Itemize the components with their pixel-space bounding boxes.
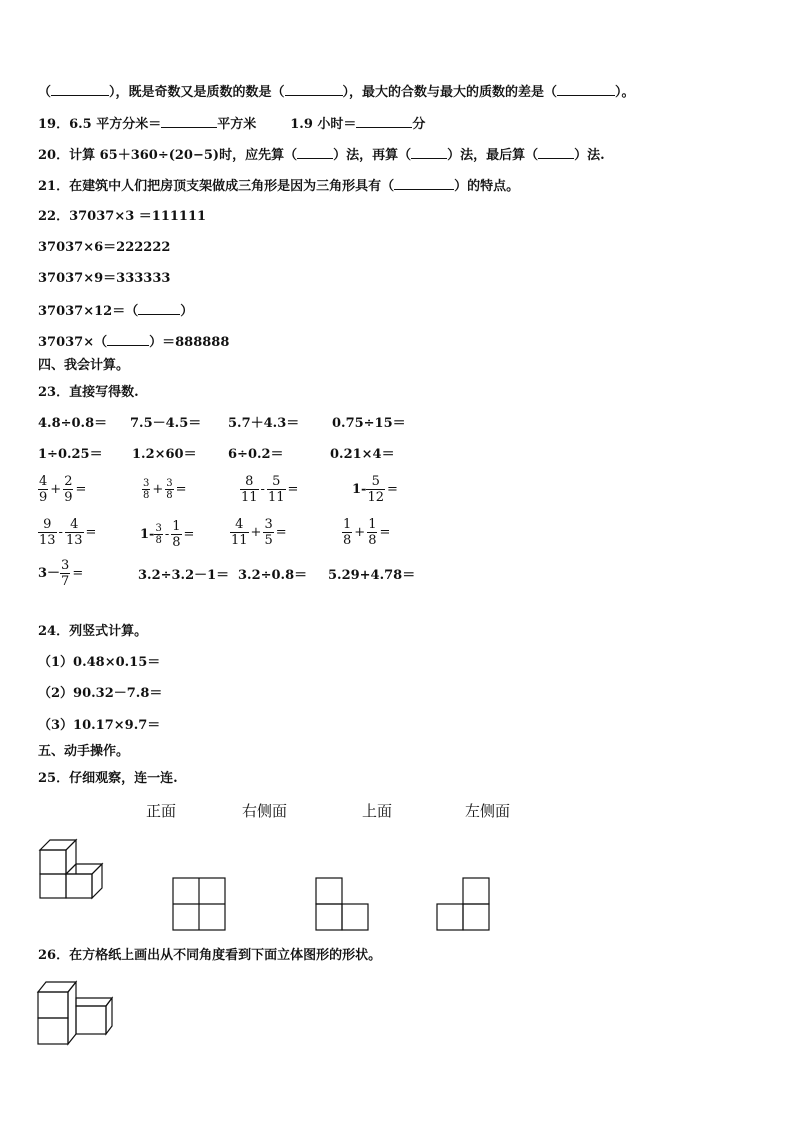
answer-blank[interactable] [107, 333, 149, 346]
q23-row4-item: 3.2÷3.2－1＝ [138, 568, 230, 583]
fraction-expr: $\frac{1}{8}$ + $\frac{1}{8}$ = [343, 517, 391, 548]
fraction: $\frac{3}{8}$ [155, 523, 162, 546]
view-label-right: 右侧面 [242, 802, 288, 820]
view-shape-l-left[interactable] [315, 877, 373, 933]
section-4-heading: 四、我会计算。 [38, 358, 130, 373]
fraction-expr: $\frac{3}{8}$ + $\frac{3}{8}$ = [143, 478, 187, 501]
q23-row1-item: 4.8÷0.8＝ [38, 416, 108, 431]
q23-row4-item: 3.2÷0.8＝ [238, 568, 308, 583]
q23-row1-item: 5.7＋4.3＝ [228, 416, 300, 431]
fraction: $\frac{1}{8}$ [343, 517, 352, 548]
q24-item: （1）0.48×0.15＝ [38, 655, 161, 670]
answer-blank[interactable] [161, 115, 217, 128]
answer-blank[interactable] [297, 146, 333, 159]
fraction: $\frac{2}{9}$ [64, 474, 73, 505]
fraction: $\frac{3}{8}$ [143, 478, 150, 501]
view-label-top: 上面 [362, 802, 393, 820]
q24-item: （2）90.32－7.8＝ [38, 686, 163, 701]
q26-title: 26．在方格纸上画出从不同角度看到下面立体图形的形状。 [38, 948, 382, 963]
q23-title: 23．直接写得数. [38, 385, 139, 400]
answer-blank[interactable] [285, 83, 343, 96]
fraction: $\frac{4}{13}$ [65, 517, 83, 548]
view-shape-l-right[interactable] [436, 877, 494, 933]
q21-line: 21．在建筑中人们把房顶支架做成三角形是因为三角形具有（ ）的特点。 [38, 179, 520, 194]
view-label-front: 正面 [146, 802, 177, 820]
answer-blank[interactable] [356, 115, 412, 128]
fraction-expr: 3－ $\frac{3}{7}$ = [38, 558, 84, 589]
view-shape-grid-2x2[interactable] [172, 877, 228, 933]
view-label-left: 左侧面 [465, 802, 511, 820]
fraction-expr: $\frac{4}{9}$ + $\frac{2}{9}$ = [39, 474, 87, 505]
fraction: $\frac{1}{8}$ [172, 519, 181, 550]
fraction-expr: $\frac{4}{11}$ + $\frac{3}{5}$ = [231, 517, 287, 548]
fraction-expr: $\frac{8}{11}$ - $\frac{5}{11}$ = [241, 474, 299, 505]
q19-line: 19．6.5 平方分米＝ 平方米 1.9 小时＝ 分 [38, 117, 426, 132]
q18-line: （ ），既是奇数又是质数的数是（ ），最大的合数与最大的质数的差是（ ）。 [38, 85, 635, 100]
q20-line: 20．计算 65＋360÷(20−5)时，应先算（ ）法，再算（ ）法，最后算（ ）法. [38, 148, 605, 163]
q23-row2-item: 6÷0.2＝ [228, 447, 284, 462]
fraction: $\frac{4}{11}$ [231, 517, 248, 548]
q26-solid-figure [36, 978, 118, 1048]
fraction: $\frac{8}{11}$ [241, 474, 258, 505]
fraction: $\frac{3}{5}$ [264, 517, 273, 548]
answer-blank[interactable] [51, 83, 109, 96]
fraction: $\frac{3}{7}$ [61, 558, 70, 589]
fraction: $\frac{9}{13}$ [39, 517, 56, 548]
q24-item: （3）10.17×9.7＝ [38, 718, 161, 733]
fraction: $\frac{3}{8}$ [166, 478, 173, 501]
q23-row1-item: 0.75÷15＝ [332, 416, 406, 431]
q22-line-5: 37037×（ ）＝888888 [38, 335, 230, 350]
answer-blank[interactable] [538, 146, 574, 159]
q23-row2-item: 1.2×60＝ [132, 447, 197, 462]
fraction-expr: $\frac{9}{13}$ - $\frac{4}{13}$ = [39, 517, 97, 548]
answer-blank[interactable] [394, 177, 454, 190]
answer-blank[interactable] [411, 146, 447, 159]
fraction: $\frac{1}{8}$ [368, 517, 377, 548]
section-5-heading: 五、动手操作。 [38, 744, 130, 759]
fraction-expr: 1- $\frac{5}{12}$ = [352, 474, 398, 505]
fraction: $\frac{5}{11}$ [267, 474, 285, 505]
answer-blank[interactable] [138, 302, 180, 315]
q22-line-1: 22．37037×3 ＝111111 [38, 209, 207, 224]
q23-row4-item: 5.29+4.78＝ [328, 568, 416, 583]
q22-line-3: 37037×9＝333333 [38, 271, 171, 286]
fraction: $\frac{5}{12}$ [367, 474, 384, 505]
q23-row1-item: 7.5－4.5＝ [130, 416, 202, 431]
q25-solid-figure [36, 836, 116, 902]
q24-title: 24．列竖式计算。 [38, 624, 148, 639]
answer-blank[interactable] [557, 83, 615, 96]
q23-row2-item: 0.21×4＝ [330, 447, 395, 462]
q22-line-2: 37037×6＝222222 [38, 240, 171, 255]
fraction-expr: 1- $\frac{3}{8}$ - $\frac{1}{8}$ = [140, 519, 195, 550]
q25-title: 25．仔细观察，连一连. [38, 771, 178, 786]
q22-line-4: 37037×12＝（ ） [38, 304, 194, 319]
fraction: $\frac{4}{9}$ [39, 474, 48, 505]
q23-row2-item: 1÷0.25＝ [38, 447, 103, 462]
